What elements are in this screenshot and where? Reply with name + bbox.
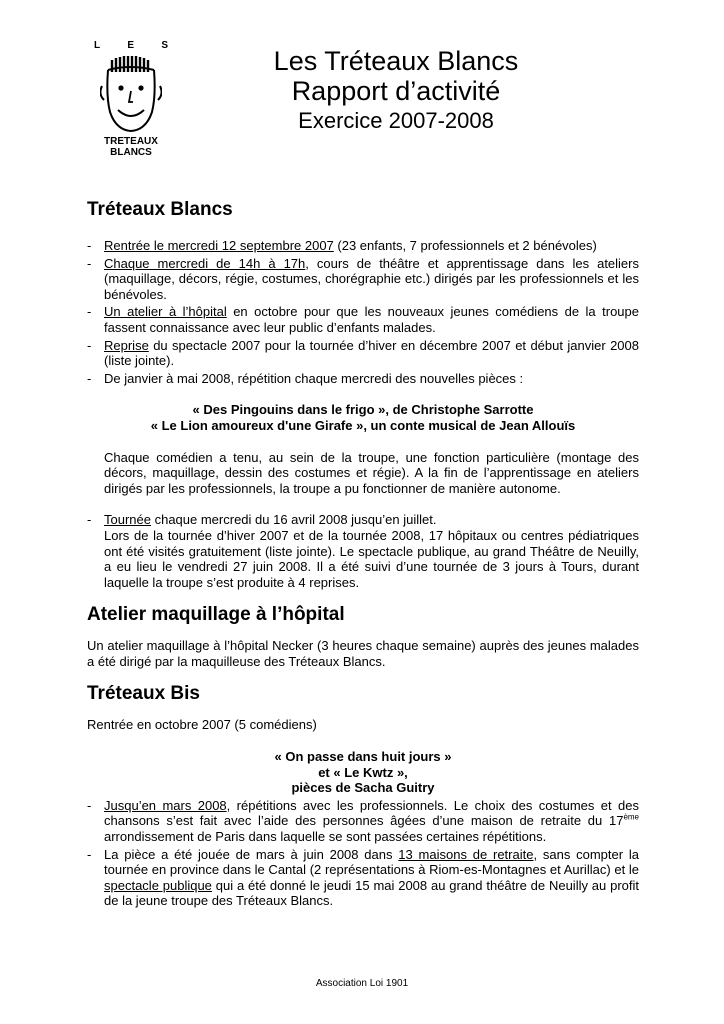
treteaux-blancs-list	[87, 238, 639, 386]
play-titles	[87, 402, 639, 433]
document-subtitle: Rapport d’activité	[291, 76, 501, 106]
item-text: La pièce a été jouée de mars à juin 2008 dans	[104, 846, 399, 862]
item-underlined: Un atelier à l’hôpital	[104, 304, 227, 320]
play-title: et « Le Kwtz »,	[318, 764, 408, 780]
play-title: « Des Pingouins dans le frigo », de Christophe Sarrotte	[192, 402, 534, 418]
tour-detail: Lors de la tournée d’hiver 2007 et de la tournée 2008, 17 hôpitaux ou centres pédiatriques ont été visités gratuitement (liste jointe). Le spectacle publique, au grand Théâtre de Neuilly, a eu lieu le vendredi 27 juin 2008. Il a été suivi d’une tournée de 3 jours à Tours, durant laquelle la troupe s’est produite à 4 reprises.	[104, 527, 639, 590]
section-heading-treteaux-blancs: Tréteaux Blancs	[87, 199, 233, 220]
treteaux-bis-list	[87, 798, 639, 909]
section-heading-treteaux-bis: Tréteaux Bis	[87, 683, 200, 705]
logo-letter-s: S	[161, 40, 168, 51]
item-superscript: ème	[623, 813, 639, 823]
list-item	[87, 847, 639, 909]
item-underlined: Tournée	[104, 512, 151, 528]
report-body	[87, 198, 639, 909]
item-text: , cours de théâtre et apprentissage dans les ateliers (maquillage, décors, régie, costumes, chorégraphie etc.) dirigés par les professionnels et les bénévoles.	[104, 255, 639, 302]
tour-list	[87, 512, 639, 590]
troupe-logo	[94, 40, 168, 162]
item-underlined: 13 maisons de retraite	[398, 846, 534, 862]
item-text: , sans compter la tournée en province dans le Cantal (2 représentations à Riom-es-Montagnes et Aurillac) et le	[104, 846, 639, 878]
item-text: (23 enfants, 7 professionnels et 2 bénévoles)	[333, 238, 597, 253]
page-footer: Association Loi 1901	[315, 978, 409, 989]
list-item	[87, 798, 639, 845]
list-item	[87, 371, 639, 387]
list-item	[87, 304, 639, 335]
play-title: « Le Lion amoureux d'une Girafe », un conte musical de Jean Allouïs	[150, 417, 576, 433]
list-item	[87, 512, 639, 590]
item-underlined: Jusqu’en mars 2008	[104, 797, 227, 813]
list-item	[87, 338, 639, 369]
bis-intro: Rentrée en octobre 2007 (5 comédiens)	[87, 717, 317, 733]
item-underlined: Rentrée le mercredi 12 septembre 2007	[104, 238, 334, 253]
document-title: Les Tréteaux Blancs	[273, 46, 519, 76]
section-heading-atelier: Atelier maquillage à l’hôpital	[87, 604, 345, 626]
item-text: De janvier à mai 2008, répétition chaque mercredi des nouvelles pièces :	[104, 370, 524, 386]
logo-name-line1: TRETEAUX	[104, 136, 158, 147]
clown-face-icon	[100, 56, 162, 134]
list-item	[87, 256, 639, 303]
logo-name	[94, 136, 168, 158]
logo-letter-e: E	[127, 40, 135, 51]
atelier-paragraph: Un atelier maquillage à l’hôpital Necker (3 heures chaque semaine) auprès des jeunes malades a été dirigé par la maquilleuse des Tréteaux Blancs.	[87, 638, 639, 669]
item-text: , répétitions avec les professionnels. Le choix des costumes et des chansons s’est fait avec l’aide des personnes âgées d’une maison de retraite du 17	[104, 797, 639, 829]
item-text: en octobre pour que les nouveaux jeunes comédiens de la troupe fassent connaissance avec leur public d’enfants malades.	[104, 304, 639, 335]
logo-letter-l: L	[94, 40, 101, 51]
play-title: « On passe dans huit jours »	[274, 749, 452, 765]
item-underlined: Chaque mercredi de 14h à 17h	[104, 255, 306, 271]
play-author: pièces de Sacha Guitry	[291, 780, 435, 796]
list-item	[87, 238, 639, 254]
item-underlined: spectacle publique	[104, 877, 212, 893]
guitry-plays	[87, 749, 639, 796]
document-period: Exercice 2007-2008	[298, 108, 494, 133]
item-text: du spectacle 2007 pour la tournée d’hiver en décembre 2007 et début janvier 2008 (liste jointe).	[104, 337, 639, 369]
item-underlined: Reprise	[104, 337, 149, 353]
logo-top-letters	[94, 40, 168, 51]
item-text: chaque mercredi du 16 avril 2008 jusqu’en juillet.	[150, 512, 437, 528]
item-text: qui a été donné le jeudi 15 mai 2008 au grand théâtre de Neuilly au profit de la jeune troupe des Tréteaux Blancs.	[104, 877, 639, 909]
troupe-paragraph: Chaque comédien a tenu, au sein de la troupe, une fonction particulière (montage des décors, maquillage, dessin des costumes et régie). A la fin de l’apprentissage en ateliers dirigés par les professionnels, la troupe a pu fonctionner de manière autonome.	[104, 449, 639, 496]
logo-name-line2: BLANCS	[110, 147, 152, 158]
item-text: arrondissement de Paris dans laquelle se sont passées certaines répétitions.	[104, 829, 547, 845]
document-title-block	[196, 46, 596, 134]
